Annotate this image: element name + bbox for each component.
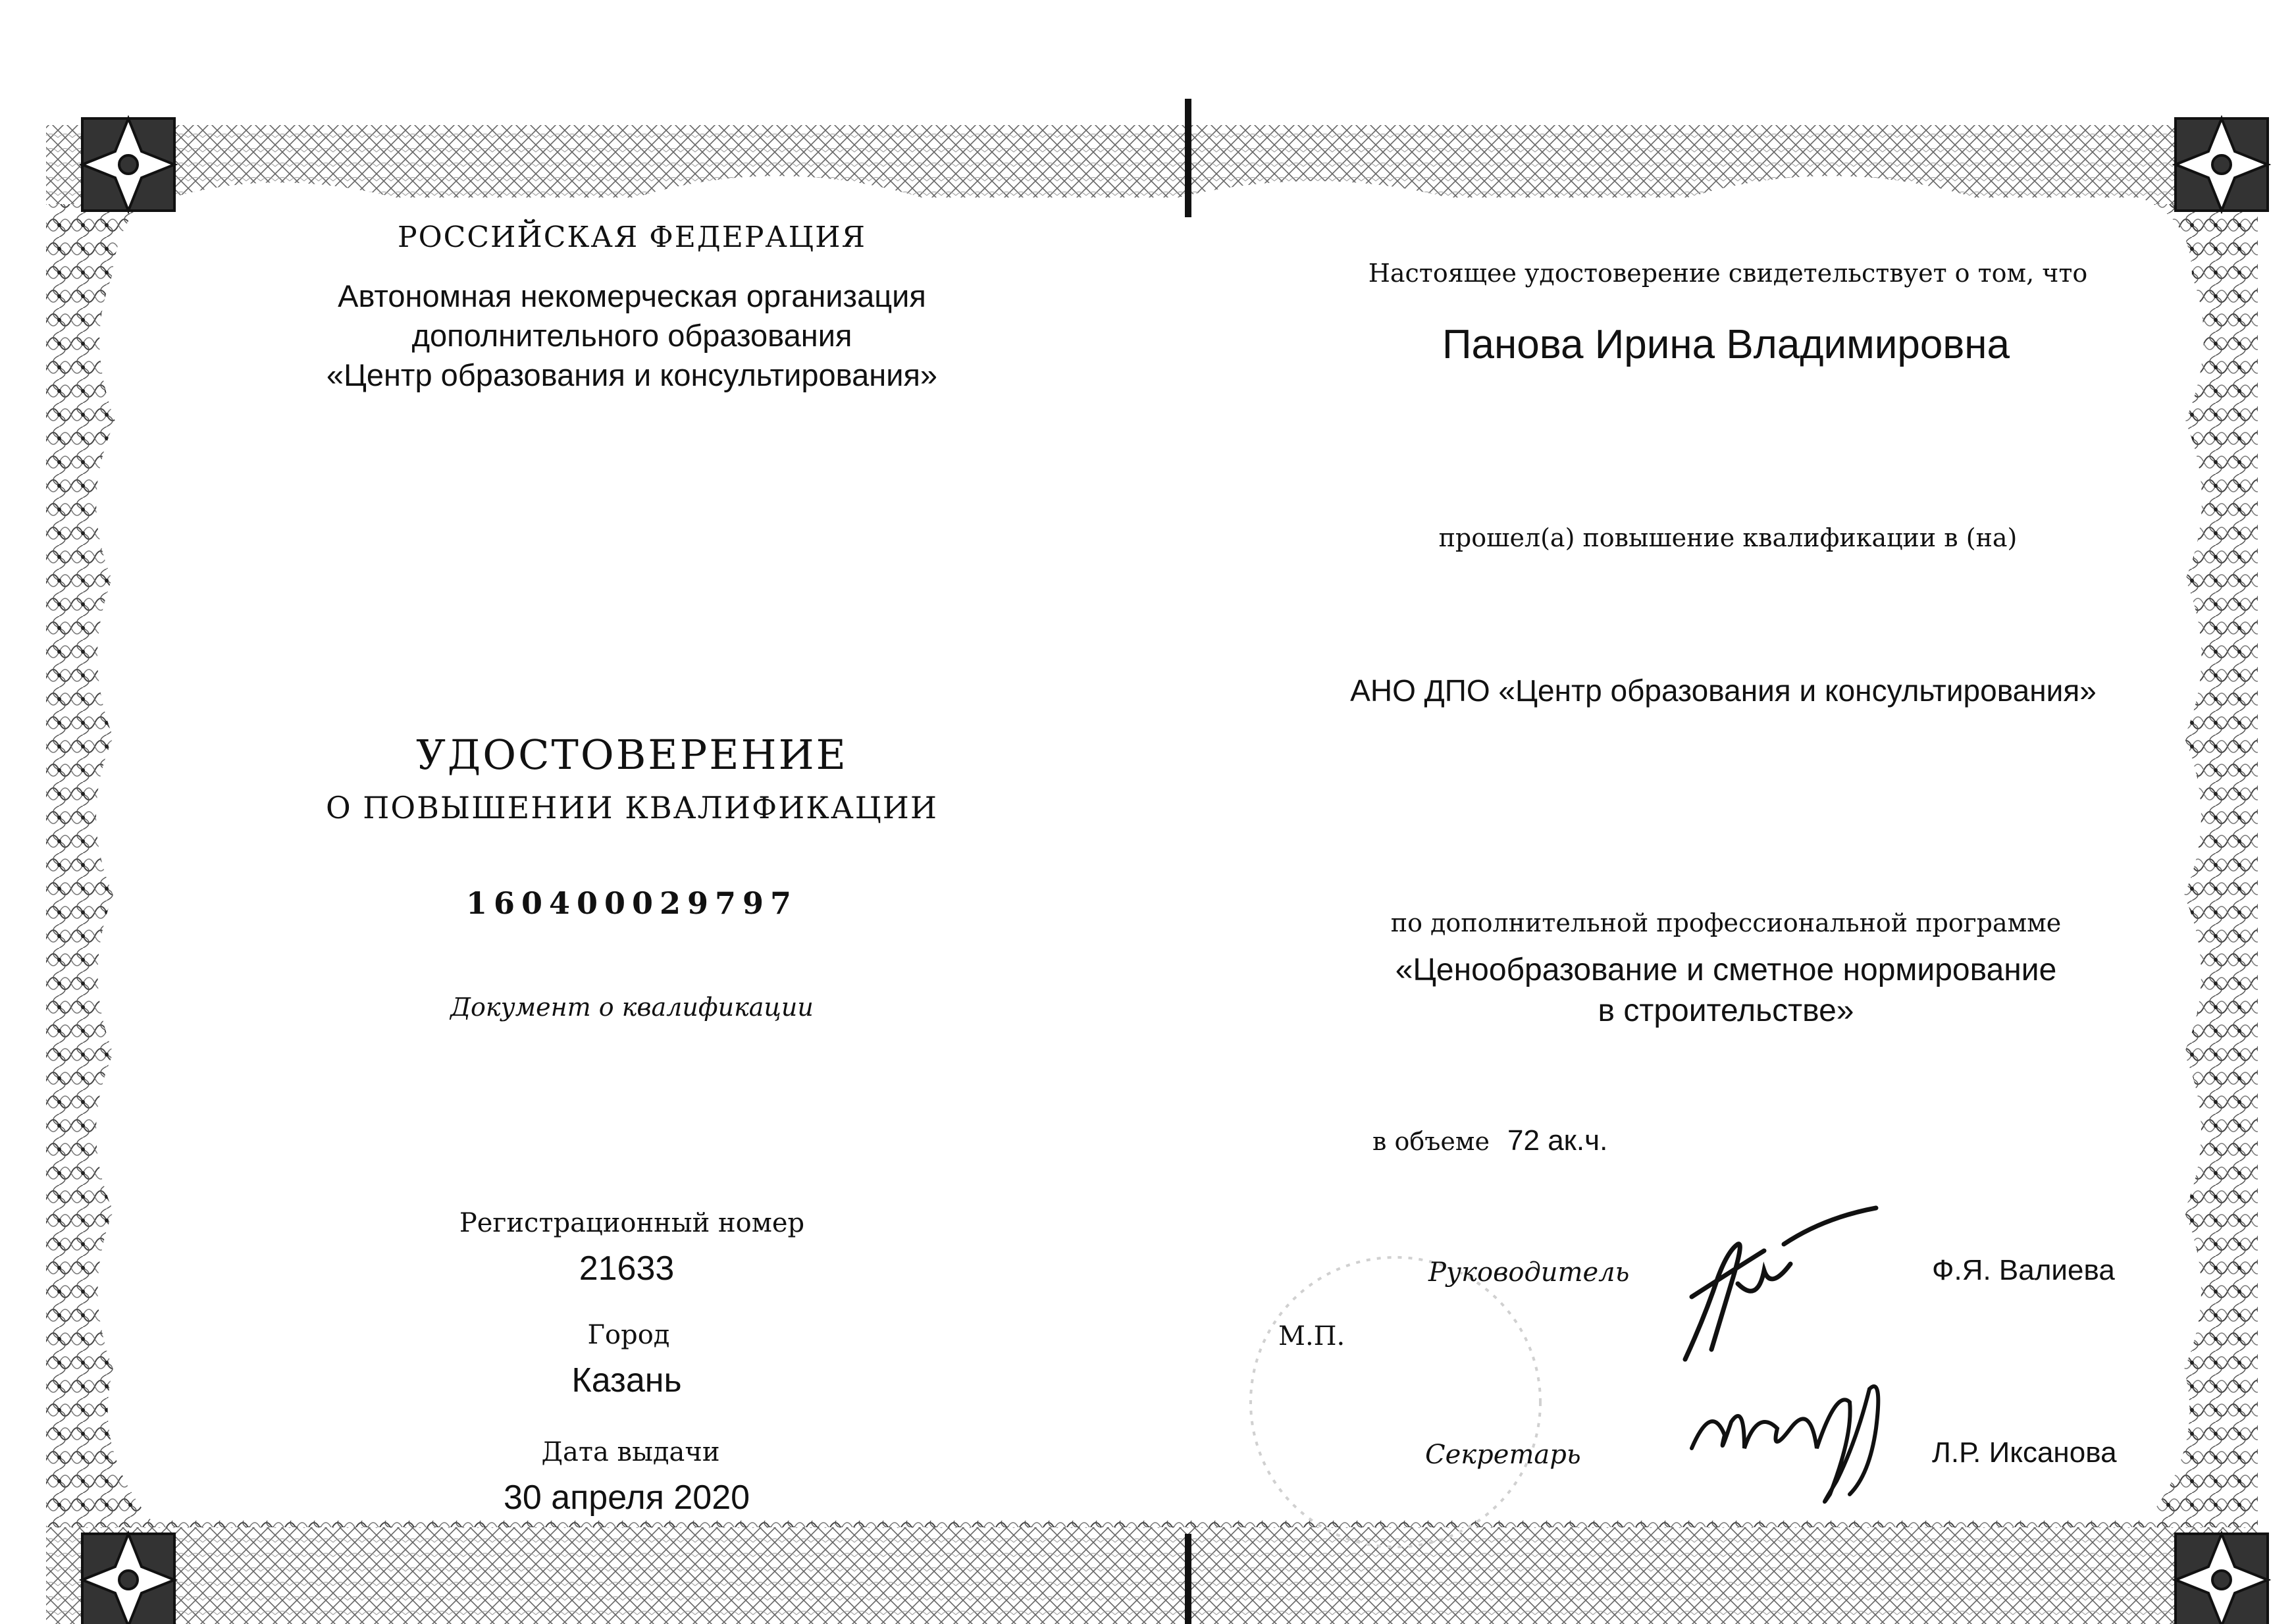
head-label: Руководитель [1428,1257,1630,1288]
provider-name: АНО ДПО «Центр образования и консультирования» [1350,673,2097,708]
passed-text: прошел(а) повышение квалификации в (на) [1438,523,2018,552]
volume-label: в объеме [1372,1127,1490,1156]
document-type: Документ о квалификации [450,993,814,1022]
org-line-2: дополнительного образования [411,318,852,353]
recipient-name: Панова Ирина Владимировна [1442,322,2010,367]
program-label: по дополнительной профессиональной программе [1390,908,2062,937]
organization-name [326,276,937,395]
document-number: 160400029797 [465,885,798,921]
city-value: Казань [571,1361,682,1400]
certificate-title: УДОСТОВЕРЕНИЕ [416,731,848,779]
secretary-label: Секретарь [1425,1440,1581,1470]
secretary-name: Л.Р. Иксанова [1932,1436,2117,1469]
program-line-2: в строительстве» [1598,993,1854,1028]
country-heading: РОССИЙСКАЯ ФЕДЕРАЦИЯ [397,221,867,254]
secretary-signature [1685,1376,1902,1521]
statement-text: Настоящее удостоверение свидетельствует о том, что [1368,259,2088,288]
org-line-1: Автономная некомерческая организация [338,278,926,313]
stamp-label: М.П. [1278,1321,1345,1351]
head-signature [1665,1205,1889,1369]
org-line-3: «Центр образования и консультирования» [326,357,938,392]
city-label: Город [587,1320,670,1350]
volume-row [1372,1124,1607,1157]
issue-date-value: 30 апреля 2020 [503,1479,750,1517]
certificate-subtitle: О ПОВЫШЕНИИ КВАЛИФИКАЦИИ [325,790,939,825]
issue-date-label: Дата выдачи [541,1437,720,1467]
volume-value: 72 ак.ч. [1507,1124,1608,1157]
registration-number: 21633 [579,1249,675,1288]
head-name: Ф.Я. Валиева [1932,1254,2115,1286]
registration-label: Регистрационный номер [459,1208,805,1238]
program-line-1: «Ценообразование и сметное нормирование [1395,953,2057,987]
program-title [1395,950,2057,1032]
